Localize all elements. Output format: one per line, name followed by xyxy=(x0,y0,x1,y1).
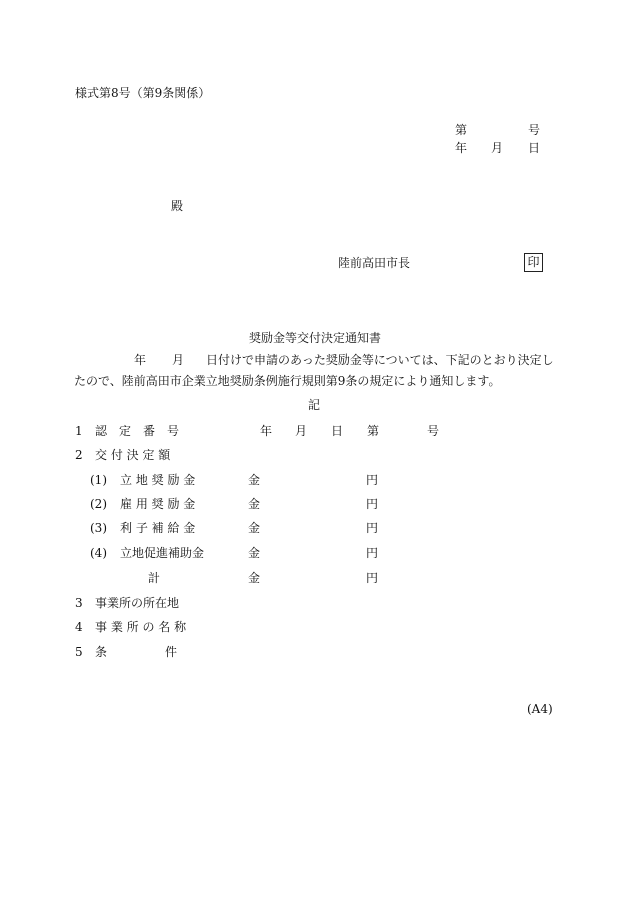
item1-dai-label: 第 xyxy=(367,424,380,438)
item1-year-label: 年 xyxy=(260,424,273,438)
item3-number: 3 xyxy=(75,596,83,610)
item1-day-label: 日 xyxy=(331,424,344,438)
item4-number: 4 xyxy=(75,620,83,634)
subitem3-number: (3) xyxy=(90,521,107,535)
form-number-label: 様式第8号（第9条関係） xyxy=(75,86,211,100)
paper-size-label: (A4) xyxy=(527,702,553,716)
subitem1-en: 円 xyxy=(366,473,379,487)
total-label: 計 xyxy=(148,571,161,585)
doc-number-dai: 第 xyxy=(455,123,468,137)
subitem2-kin: 金 xyxy=(248,497,261,511)
subitem3-label: 利 子 補 給 金 xyxy=(120,521,196,535)
item1-number: 1 xyxy=(75,424,83,438)
total-kin: 金 xyxy=(248,571,261,585)
date-month-label: 月 xyxy=(491,141,504,155)
item5-label-jo: 条 xyxy=(95,645,108,659)
subitem3-en: 円 xyxy=(366,521,379,535)
subitem4-kin: 金 xyxy=(248,546,261,560)
item2-number: 2 xyxy=(75,448,83,462)
date-year-label: 年 xyxy=(455,141,468,155)
body-year-label: 年 xyxy=(134,353,147,367)
subitem1-kin: 金 xyxy=(248,473,261,487)
item3-label: 事業所の所在地 xyxy=(95,596,180,610)
item4-label: 事 業 所 の 名 称 xyxy=(95,620,187,634)
item5-label-ken: 件 xyxy=(165,645,178,659)
body-month-label: 月 xyxy=(172,353,185,367)
seal-stamp-box: 印 xyxy=(524,253,543,272)
doc-number-go: 号 xyxy=(528,123,541,137)
item2-label: 交 付 決 定 額 xyxy=(95,448,171,462)
subitem2-label: 雇 用 奨 励 金 xyxy=(120,497,196,511)
subitem4-label: 立地促進補助金 xyxy=(120,546,205,560)
issuer-name: 陸前高田市長 xyxy=(338,256,411,270)
body-line2-text: たので、陸前高田市企業立地奨励条例施行規則第9条の規定により通知します。 xyxy=(74,374,501,388)
addressee-honorific: 殿 xyxy=(171,199,184,213)
date-day-label: 日 xyxy=(528,141,541,155)
subitem3-kin: 金 xyxy=(248,521,261,535)
total-en: 円 xyxy=(366,571,379,585)
subitem1-number: (1) xyxy=(90,473,107,487)
subitem4-number: (4) xyxy=(90,546,107,560)
ki-heading: 記 xyxy=(308,398,321,412)
document-title: 奨励金等交付決定通知書 xyxy=(249,331,382,345)
subitem2-number: (2) xyxy=(90,497,107,511)
subitem2-en: 円 xyxy=(366,497,379,511)
subitem4-en: 円 xyxy=(366,546,379,560)
item1-go-label: 号 xyxy=(427,424,440,438)
body-line1-text: 日付けで申請のあった奨励金等については、下記のとおり決定し xyxy=(206,353,554,367)
item5-number: 5 xyxy=(75,645,83,659)
item1-month-label: 月 xyxy=(295,424,308,438)
subitem1-label: 立 地 奨 励 金 xyxy=(120,473,196,487)
item1-label: 認 定 番 号 xyxy=(95,424,180,438)
